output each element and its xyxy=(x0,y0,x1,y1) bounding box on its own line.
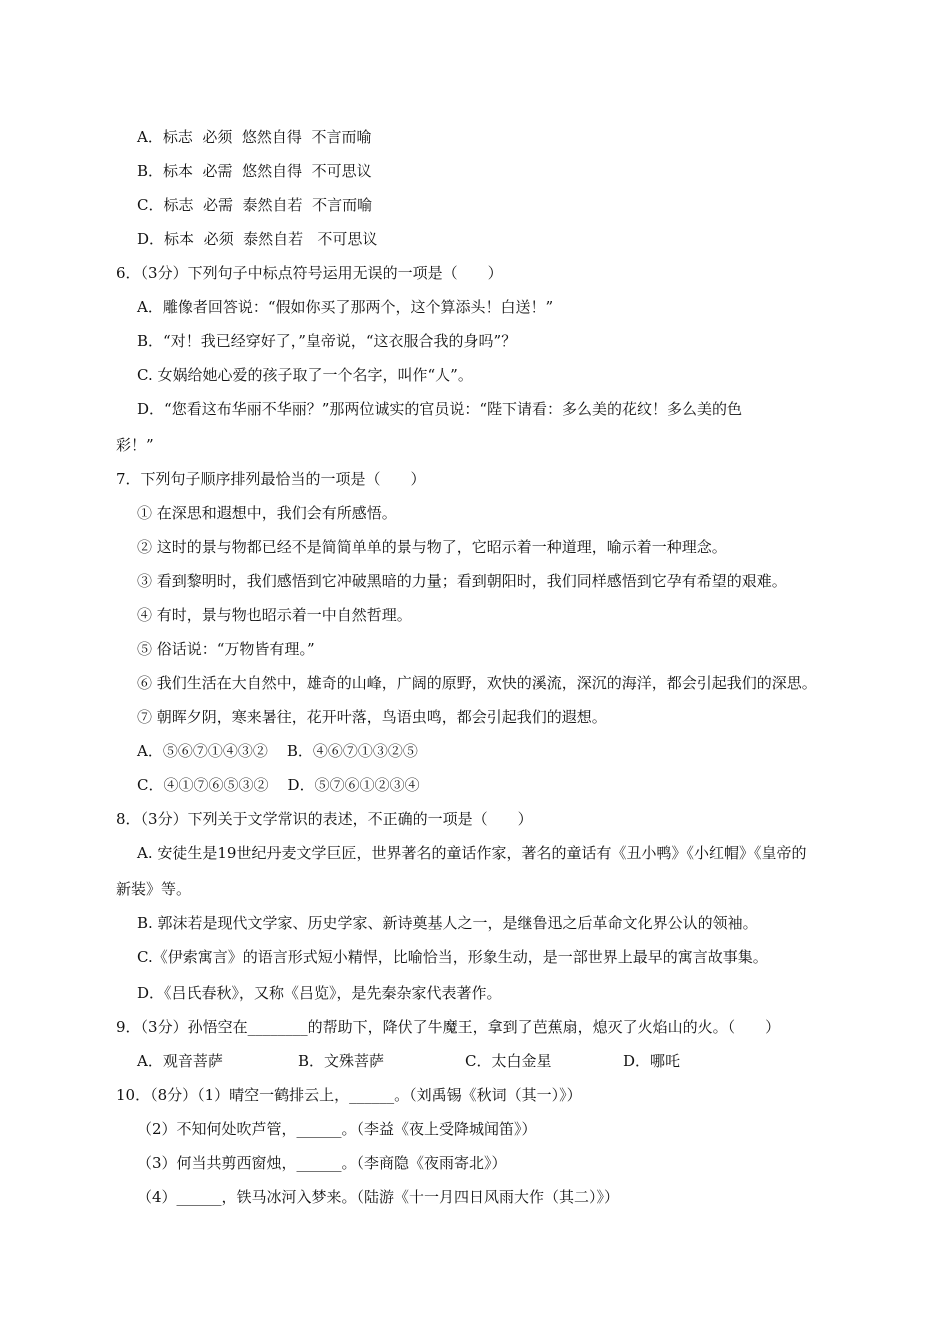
q8-option-c: C.《伊索寓言》的语言形式短小精悍，比喻恰当，形象生动，是一部世界上最早的寓言故事集。 xyxy=(137,948,768,966)
q6-option-d-line2: 彩！” xyxy=(116,436,154,454)
q10-item-4: （4）______，铁马冰河入梦来。（陆游《十一月四日风雨大作（其二）》） xyxy=(137,1188,620,1206)
q8-stem: 8．（3分）下列关于文学常识的表述，不正确的一项是（ ） xyxy=(116,810,533,828)
q6-option-b: B．“对！我已经穿好了，”皇帝说，“这衣服合我的身吗”？ xyxy=(137,332,517,350)
q6-option-c: C. 女娲给她心爱的孩子取了一个名字，叫作“人”。 xyxy=(137,366,473,384)
q8-option-d: D．《吕氏春秋》，又称《吕览》，是先秦杂家代表著作。 xyxy=(137,984,502,1002)
q7-stem: 7．下列句子顺序排列最恰当的一项是（ ） xyxy=(116,470,426,488)
q9-option-a: A．观音菩萨 xyxy=(137,1052,223,1070)
q5-option-b: B．标本 必需 悠然自得 不可思议 xyxy=(137,162,372,180)
q9-stem: 9．（3分）孙悟空在________的帮助下，降伏了牛魔王，拿到了芭蕉扇，熄灭了火焰山的火。（ ） xyxy=(116,1018,781,1036)
q8-option-a-line1: A. 安徒生是19世纪丹麦文学巨匠，世界著名的童话作家，著名的童话有《丑小鸭》《小红帽》《皇帝的 xyxy=(137,844,807,862)
q7-item-2: ② 这时的景与物都已经不是简简单单的景与物了，它昭示着一种道理，喻示着一种理念。 xyxy=(137,538,727,556)
q7-item-6: ⑥ 我们生活在大自然中，雄奇的山峰，广阔的原野，欢快的溪流，深沉的海洋，都会引起我们的深思。 xyxy=(137,674,817,692)
q10-stem: 10．（8分）（1）晴空一鹤排云上，______。（刘禹锡《秋词（其一）》） xyxy=(116,1086,582,1104)
q7-item-1: ① 在深思和遐想中，我们会有所感悟。 xyxy=(137,504,397,522)
q9-option-c: C．太白金星 xyxy=(465,1052,552,1070)
q7-item-4: ④ 有时，景与物也昭示着一中自然哲理。 xyxy=(137,606,412,624)
q5-option-a: A．标志 必须 悠然自得 不言而喻 xyxy=(137,128,372,146)
q10-item-3: （3）何当共剪西窗烛，______。（李商隐《夜雨寄北》） xyxy=(137,1154,507,1172)
q7-item-7: ⑦ 朝晖夕阴，寒来暑往，花开叶落，鸟语虫鸣，都会引起我们的遐想。 xyxy=(137,708,607,726)
q7-options-row2: C．④①⑦⑥⑤③② D．⑤⑦⑥①②③④ xyxy=(137,776,420,794)
q6-option-a: A．雕像者回答说：“假如你买了那两个，这个算添头！白送！” xyxy=(137,298,554,316)
q10-item-2: （2）不知何处吹芦管，______。（李益《夜上受降城闻笛》） xyxy=(137,1120,537,1138)
q8-option-a-line2: 新装》等。 xyxy=(116,880,192,898)
q8-option-b: B. 郭沫若是现代文学家、历史学家、新诗奠基人之一，是继鲁迅之后革命文化界公认的领袖。 xyxy=(137,914,758,932)
q6-option-d-line1: D．“您看这布华丽不华丽？”那两位诚实的官员说：“陛下请看：多么美的花纹！多么美的色 xyxy=(137,400,743,418)
q5-option-c: C．标志 必需 泰然自若 不言而喻 xyxy=(137,196,373,214)
q5-option-d: D．标本 必须 泰然自若 不可思议 xyxy=(137,230,378,248)
q7-item-3: ③ 看到黎明时，我们感悟到它冲破黑暗的力量；看到朝阳时，我们同样感悟到它孕有希望的艰难。 xyxy=(137,572,787,590)
q6-stem: 6．（3分）下列句子中标点符号运用无误的一项是（ ） xyxy=(116,264,503,282)
q9-option-b: B．文殊菩萨 xyxy=(298,1052,385,1070)
q7-options-row1: A．⑤⑥⑦①④③② B．④⑥⑦①③②⑤ xyxy=(137,742,418,760)
q9-option-d: D．哪吒 xyxy=(623,1052,681,1070)
q7-item-5: ⑤ 俗话说：“万物皆有理。” xyxy=(137,640,315,658)
